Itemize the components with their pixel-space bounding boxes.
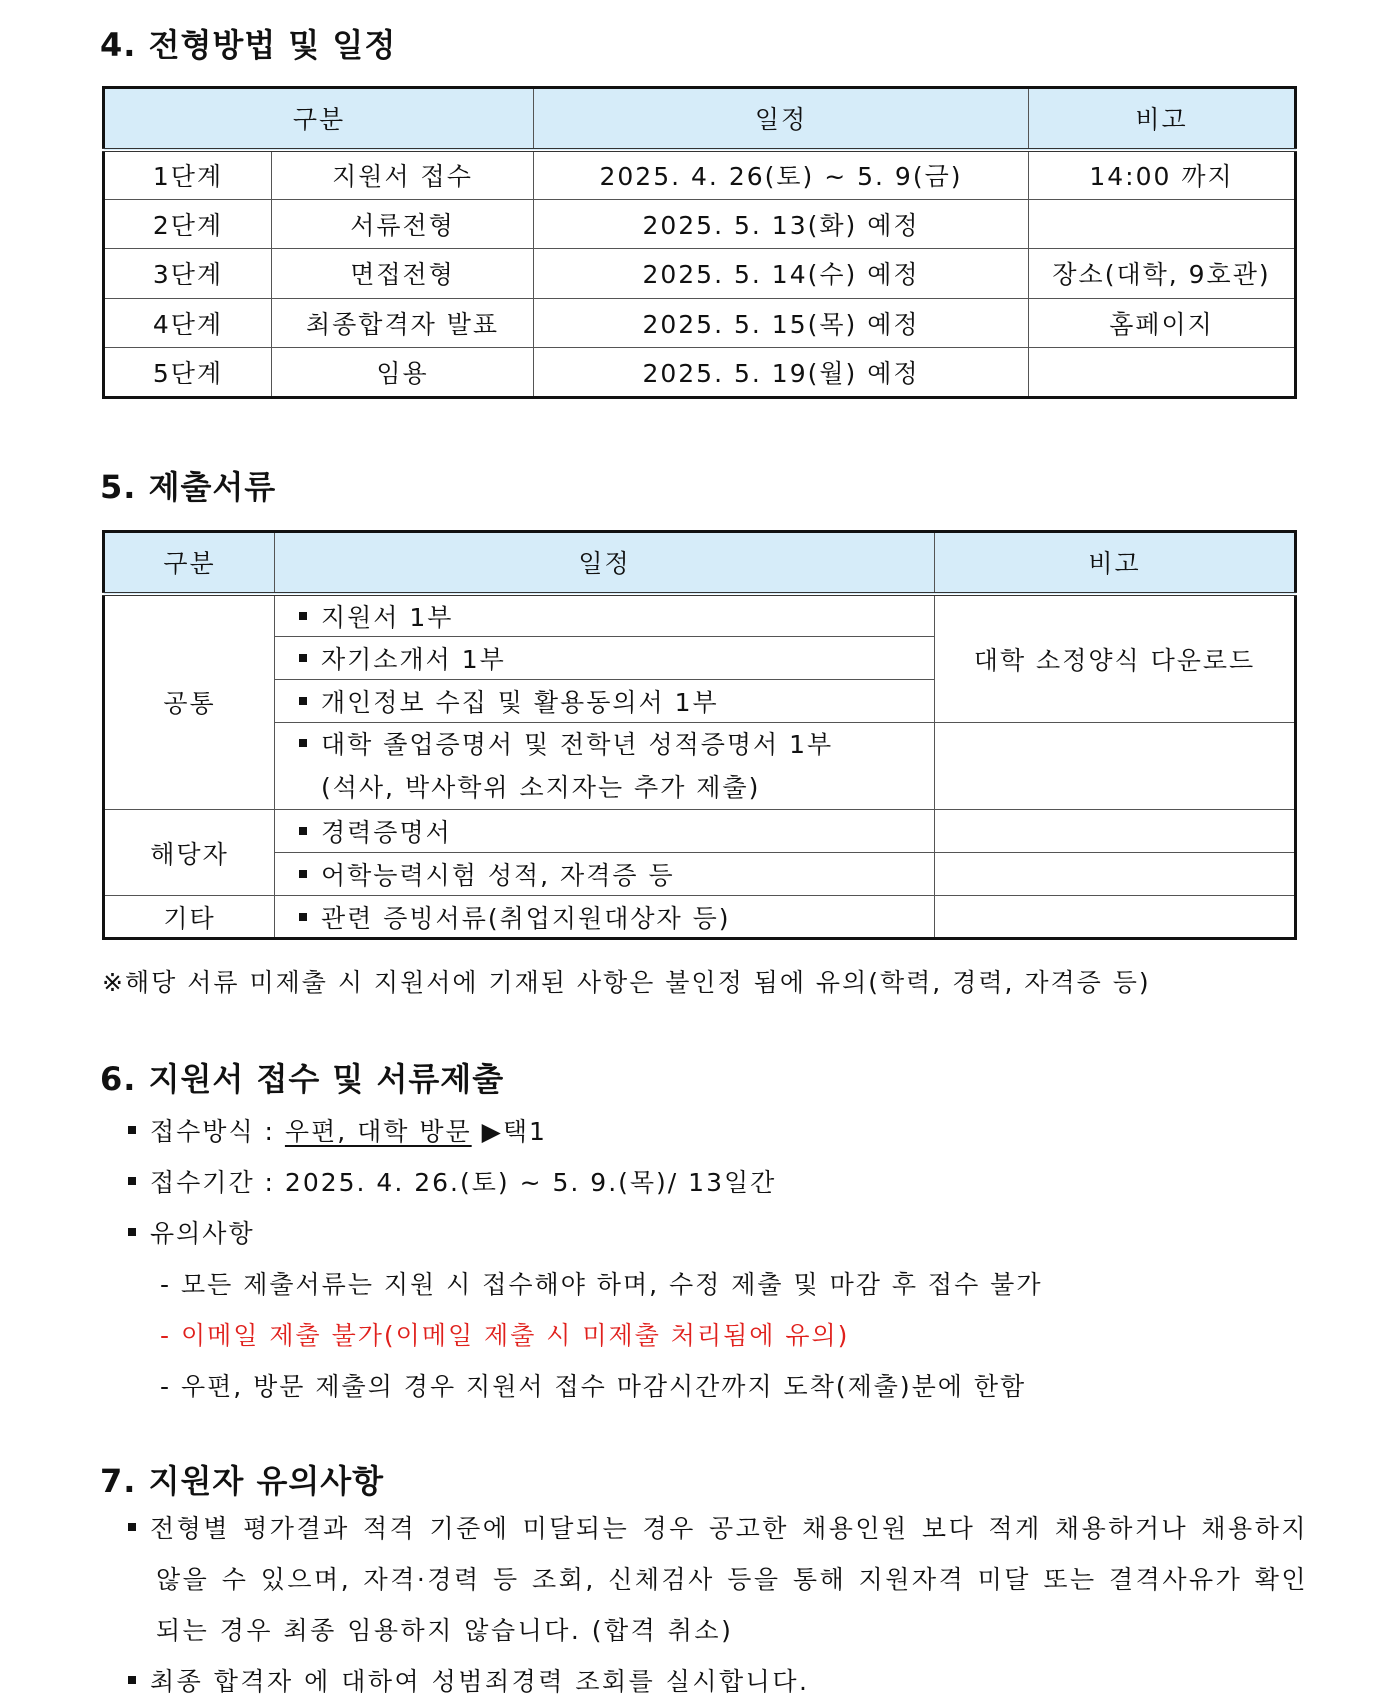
header-category: 구분 (104, 88, 534, 150)
cautions-label: 유의사항 (128, 1214, 255, 1250)
bullet-icon (128, 1228, 136, 1236)
documents-table (102, 530, 1297, 940)
table-row (104, 298, 1296, 348)
header-category: 구분 (104, 532, 275, 594)
header-remarks: 비고 (935, 532, 1296, 594)
bullet-icon (128, 1177, 136, 1185)
bullet-icon (299, 827, 307, 835)
period-line: 접수기간 : 2025. 4. 26.(토) ~ 5. 9.(목)/ 13일간 (128, 1163, 776, 1199)
section-6-title: 6. 지원서 접수 및 서류제출 (100, 1060, 505, 1098)
stage-name-cell: 임용 (272, 348, 534, 398)
bullet-icon (128, 1126, 136, 1134)
table-row (104, 249, 1296, 299)
note-cell (1029, 199, 1296, 249)
schedule-table (102, 86, 1297, 399)
stage-name-cell: 최종합격자 발표 (272, 298, 534, 348)
header-schedule: 일정 (534, 88, 1029, 150)
method-value: 우편, 대학 방문 (284, 1117, 472, 1146)
note-cell: 14:00 까지 (1029, 150, 1296, 200)
stage-name-cell: 지원서 접수 (272, 150, 534, 200)
empty-note-cell (935, 723, 1296, 810)
table-row (104, 199, 1296, 249)
empty-note-cell (935, 810, 1296, 853)
section-7-title: 7. 지원자 유의사항 (100, 1462, 385, 1500)
table-row (104, 348, 1296, 398)
category-common: 공통 (104, 594, 275, 810)
applicant-notice-line: 최종 합격자 에 대하여 성범죄경력 조회를 실시합니다. (128, 1656, 1308, 1704)
caution-item: - 모든 제출서류는 지원 시 접수해야 하며, 수정 제출 및 마감 후 접수 불가 (160, 1270, 1043, 1299)
section-5-title: 5. 제출서류 (100, 468, 277, 506)
note-cell (1029, 348, 1296, 398)
list-item: 어학능력시험 성적, 자격증 등 (275, 853, 935, 896)
empty-note-cell (935, 853, 1296, 896)
header-remarks: 비고 (1029, 88, 1296, 150)
date-cell: 2025. 4. 26(토) ~ 5. 9(금) (534, 150, 1029, 200)
table-row (104, 150, 1296, 200)
bullet-icon (299, 612, 307, 620)
list-item: 관련 증빙서류(취업지원대상자 등) (275, 896, 935, 939)
table-header-row (104, 532, 1296, 594)
table-row (104, 810, 1296, 853)
caution-item-warning: - 이메일 제출 불가(이메일 제출 시 미제출 처리됨에 유의) (160, 1321, 850, 1350)
table-row (104, 594, 1296, 637)
stage-name-cell: 서류전형 (272, 199, 534, 249)
date-cell: 2025. 5. 15(목) 예정 (534, 298, 1029, 348)
bullet-icon (299, 870, 307, 878)
list-item: 자기소개서 1부 (275, 637, 935, 680)
list-item: 지원서 1부 (275, 594, 935, 637)
bullet-icon (299, 739, 307, 747)
stage-cell: 5단계 (104, 348, 272, 398)
download-note-cell: 대학 소정양식 다운로드 (935, 594, 1296, 723)
stage-name-cell: 면접전형 (272, 249, 534, 299)
list-item: 개인정보 수집 및 활용동의서 1부 (275, 680, 935, 723)
date-cell: 2025. 5. 19(월) 예정 (534, 348, 1029, 398)
stage-cell: 3단계 (104, 249, 272, 299)
list-item: 경력증명서 (275, 810, 935, 853)
table-row (104, 853, 1296, 896)
stage-cell: 2단계 (104, 199, 272, 249)
table-row (104, 896, 1296, 939)
header-schedule: 일정 (275, 532, 935, 594)
bullet-icon (299, 654, 307, 662)
note-cell: 장소(대학, 9호관) (1029, 249, 1296, 299)
category-applicable: 해당자 (104, 810, 275, 896)
documents-footnote: ※해당 서류 미제출 시 지원서에 기재된 사항은 불인정 됨에 유의(학력, 경력, 자격증 등) (102, 968, 1151, 997)
list-item: 대학 졸업증명서 및 전학년 성적증명서 1부 (석사, 박사학위 소지자는 추가 제출) (275, 723, 935, 810)
stage-cell: 1단계 (104, 150, 272, 200)
applicant-notice-paragraph: 전형별 평가결과 적격 기준에 미달되는 경우 공고한 채용인원 보다 적게 채용하거나 채용하지 않을 수 있으며, 자격·경력 등 조회, 신체검사 등을 통해 지원자격 미달 또는 결격사유가 확인되는 경우 최종 임용하지 않습니다. (합격 취소) (128, 1503, 1308, 1656)
stage-cell: 4단계 (104, 298, 272, 348)
bullet-icon (128, 1676, 136, 1684)
table-header-row (104, 88, 1296, 150)
table-row (104, 723, 1296, 810)
date-cell: 2025. 5. 14(수) 예정 (534, 249, 1029, 299)
method-line: 접수방식 : 우편, 대학 방문 ▶택1 (128, 1112, 547, 1148)
date-cell: 2025. 5. 13(화) 예정 (534, 199, 1029, 249)
category-other: 기타 (104, 896, 275, 939)
bullet-icon (299, 913, 307, 921)
bullet-icon (128, 1523, 136, 1531)
empty-note-cell (935, 896, 1296, 939)
caution-item: - 우편, 방문 제출의 경우 지원서 접수 마감시간까지 도착(제출)분에 한함 (160, 1372, 1027, 1401)
section-4-title: 4. 전형방법 및 일정 (100, 26, 397, 64)
bullet-icon (299, 697, 307, 705)
note-cell: 홈페이지 (1029, 298, 1296, 348)
